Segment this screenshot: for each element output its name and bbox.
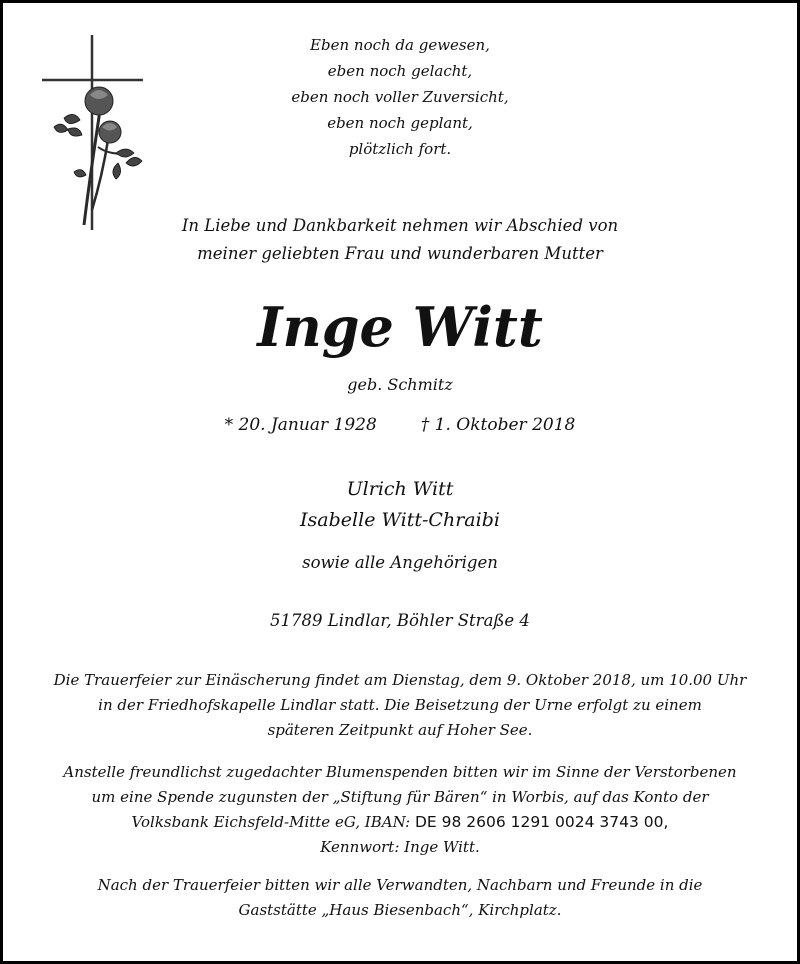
ceremony-line: Die Trauerfeier zur Einäscherung findet am Dienstag, dem 9. Oktober 2018, um 10.00 Uhr xyxy=(53,671,747,689)
life-dates xyxy=(0,412,800,438)
ceremony-info xyxy=(0,668,800,743)
death-date: † 1. Oktober 2018 xyxy=(420,415,576,435)
poem-line: plötzlich fort. xyxy=(348,140,452,158)
address: 51789 Lindlar, Böhler Straße 4 xyxy=(270,611,530,630)
ceremony-line: in der Friedhofskapelle Lindlar statt. Die Beisetzung der Urne erfolgt zu einem xyxy=(98,696,702,714)
after-line: Nach der Trauerfeier bitten wir alle Verwandten, Nachbarn und Freunde in die xyxy=(97,876,703,894)
donation-keyword: Kennwort: Inge Witt. xyxy=(320,838,480,856)
donation-info xyxy=(0,760,800,860)
donation-line: Anstelle freundlichst zugedachter Blumenspenden bitten wir im Sinne der Verstorbenen xyxy=(63,763,737,781)
donation-line: um eine Spende zugunsten der „Stiftung für Bären“ in Worbis, auf das Konto der xyxy=(91,788,709,806)
mourner-name: Isabelle Witt-Chraibi xyxy=(300,509,500,531)
mourner-name: Ulrich Witt xyxy=(346,478,454,500)
mourners xyxy=(0,474,800,536)
intro-line: In Liebe und Dankbarkeit nehmen wir Abschied von xyxy=(181,216,619,235)
donation-line xyxy=(0,810,800,835)
poem-line: eben noch voller Zuversicht, xyxy=(291,88,509,106)
poem-line: eben noch geplant, xyxy=(327,114,473,132)
iban: DE 98 2606 1291 0024 3743 00, xyxy=(415,813,669,831)
maiden-name: geb. Schmitz xyxy=(347,375,453,394)
poem xyxy=(0,32,800,162)
birth-date: * 20. Januar 1928 xyxy=(224,415,377,435)
other-relatives: sowie alle Angehörigen xyxy=(302,553,498,572)
after-line: Gaststätte „Haus Biesenbach“, Kirchplatz. xyxy=(238,901,562,919)
deceased-name: Inge Witt xyxy=(257,295,543,359)
after-ceremony-info xyxy=(0,873,800,923)
intro-line: meiner geliebten Frau und wunderbaren Mutter xyxy=(197,244,603,263)
poem-line: Eben noch da gewesen, xyxy=(310,36,490,54)
poem-line: eben noch gelacht, xyxy=(327,62,473,80)
farewell-intro xyxy=(0,212,800,268)
ceremony-line: späteren Zeitpunkt auf Hoher See. xyxy=(267,721,533,739)
bank-text: Volksbank Eichsfeld-Mitte eG, IBAN: xyxy=(131,813,415,831)
